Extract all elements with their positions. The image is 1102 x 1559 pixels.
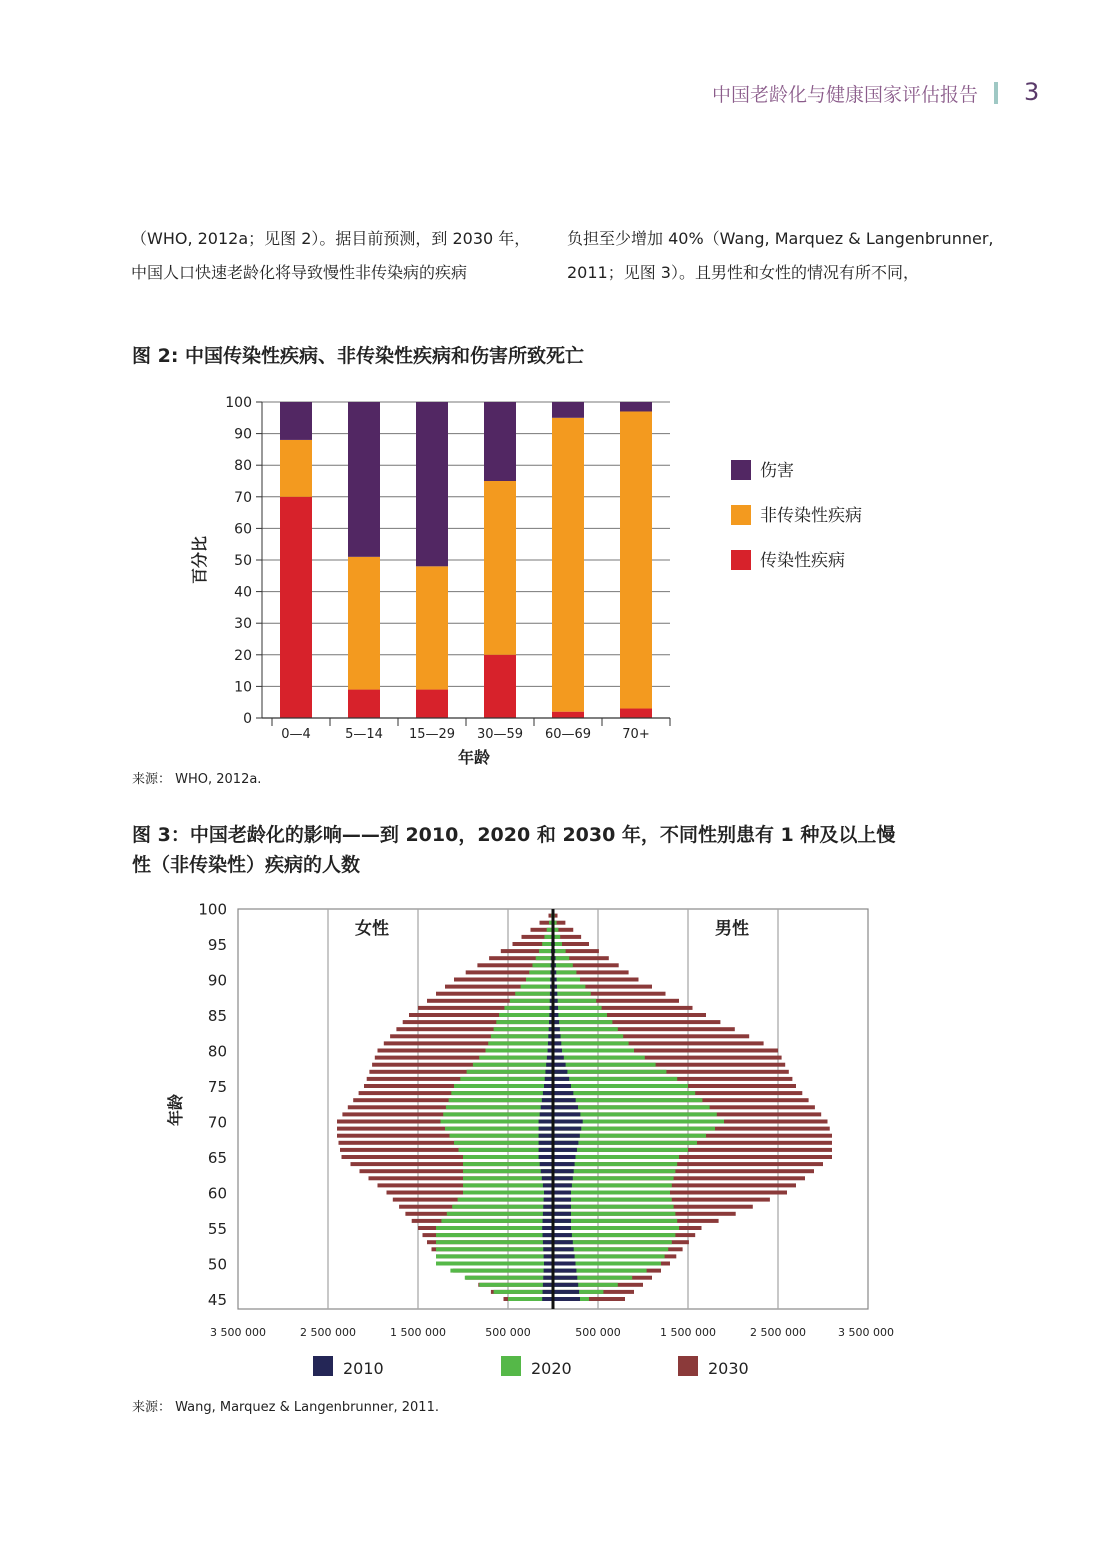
y-tick-label: 90 xyxy=(234,426,252,443)
x-tick-label: 2 500 000 xyxy=(750,1326,806,1339)
bar-female-2020 xyxy=(526,978,553,982)
bar-male-2010 xyxy=(553,1240,573,1244)
x-tick-label: 70+ xyxy=(622,727,650,742)
paragraph-right xyxy=(567,222,993,290)
bar-female-2010 xyxy=(542,1176,553,1180)
bar-female-2020 xyxy=(491,1034,553,1038)
bar-male-2020 xyxy=(553,1056,645,1060)
bar-female-2020 xyxy=(451,1091,553,1095)
bar-male-2010 xyxy=(553,1219,571,1223)
x-tick-label: 0—4 xyxy=(281,727,311,742)
figure-3-title-line-1: 图 3：中国老龄化的影响——到 2010，2020 和 2030 年，不同性别患有 1 种及以上慢 xyxy=(132,824,896,846)
y-tick-label: 40 xyxy=(234,584,252,601)
bar-male-2020 xyxy=(553,1077,677,1081)
bar-male-2010 xyxy=(553,1063,566,1067)
bar-female-2020 xyxy=(479,1283,553,1287)
x-tick-label: 500 000 xyxy=(575,1326,621,1339)
bar-female-2020 xyxy=(529,970,553,974)
bar-male-2010 xyxy=(553,1283,578,1287)
paragraph-left-line-2: 中国人口快速老龄化将导致慢性非传染病的疾病 xyxy=(131,263,468,282)
bar-female-2010 xyxy=(543,1219,553,1223)
bar-male-2020 xyxy=(553,1212,675,1216)
bar-female-2010 xyxy=(541,1105,553,1109)
bar-male-2020 xyxy=(553,1219,677,1223)
bar-female-2020 xyxy=(473,1063,553,1067)
legend-label: 非传染性疾病 xyxy=(760,506,862,526)
figure-3-title xyxy=(132,820,895,880)
bar-female-2020 xyxy=(436,1254,553,1258)
age-tick-label: 80 xyxy=(207,1042,227,1061)
bar-female-2020 xyxy=(463,1176,553,1180)
bar-male-2020 xyxy=(553,985,585,989)
y-tick-label: 10 xyxy=(234,679,252,696)
y-tick-label: 20 xyxy=(234,647,252,664)
bar-male-2010 xyxy=(553,1191,571,1195)
bar-female-2020 xyxy=(445,1127,553,1131)
bar-female-2020 xyxy=(436,1247,553,1251)
legend-label: 传染性疾病 xyxy=(760,551,845,571)
bar-male-2020 xyxy=(553,1070,666,1074)
bar-segment-70+ xyxy=(620,411,652,708)
bar-male-2010 xyxy=(553,1148,577,1152)
bar-female-2020 xyxy=(450,1134,554,1138)
bar-segment-70+ xyxy=(620,402,652,411)
y-tick-label: 50 xyxy=(234,553,252,569)
bar-male-2020 xyxy=(553,1020,612,1024)
bar-male-2010 xyxy=(553,1084,571,1088)
age-tick-label: 100 xyxy=(198,900,227,919)
bar-male-2010 xyxy=(553,1212,571,1216)
bar-male-2020 xyxy=(553,1091,695,1095)
bar-male-2020 xyxy=(553,1034,623,1038)
bar-segment-70+ xyxy=(620,709,652,718)
x-tick-label: 2 500 000 xyxy=(300,1326,356,1339)
bar-male-2020 xyxy=(553,1226,679,1230)
bar-female-2010 xyxy=(540,1162,553,1166)
bar-female-2020 xyxy=(486,1049,554,1053)
figure-3-chart xyxy=(0,895,1102,1390)
bar-male-2010 xyxy=(553,1077,569,1081)
bar-male-2020 xyxy=(553,978,580,982)
bar-segment-0—4 xyxy=(280,497,312,718)
bar-female-2020 xyxy=(499,1013,553,1017)
x-tick-label: 30—59 xyxy=(476,727,524,742)
bar-female-2020 xyxy=(521,985,553,989)
age-tick-label: 70 xyxy=(207,1113,227,1132)
legend-label: 2010 xyxy=(343,1359,384,1378)
bar-female-2010 xyxy=(539,1155,553,1159)
legend-swatch xyxy=(731,505,751,525)
bar-female-2020 xyxy=(465,1276,553,1280)
bar-female-2020 xyxy=(436,1262,553,1266)
figure-3-title-line-2: 性（非传染性）疾病的人数 xyxy=(132,854,361,876)
bar-female-2020 xyxy=(436,1226,553,1230)
bar-male-2010 xyxy=(553,1112,580,1116)
paragraph-right-line-2: 2011；见图 3）。且男性和女性的情况有所不同， xyxy=(567,263,919,282)
bar-female-2020 xyxy=(446,1105,553,1109)
legend-swatch xyxy=(731,460,751,480)
bar-female-2010 xyxy=(539,1134,553,1138)
bar-female-2020 xyxy=(463,1169,553,1173)
bar-male-2010 xyxy=(553,1141,578,1145)
bar-female-2010 xyxy=(543,1233,553,1237)
bar-male-2010 xyxy=(553,1155,576,1159)
page-number: 3 xyxy=(1024,78,1040,106)
bar-male-2010 xyxy=(553,1276,577,1280)
bar-male-2010 xyxy=(553,1198,571,1202)
bar-female-2020 xyxy=(441,1219,553,1223)
bar-male-2020 xyxy=(553,970,576,974)
bar-female-2010 xyxy=(539,1127,553,1131)
bar-female-2010 xyxy=(542,1297,553,1301)
bar-male-2020 xyxy=(553,1063,656,1067)
bar-female-2020 xyxy=(463,1183,553,1187)
bar-male-2020 xyxy=(553,963,573,967)
x-tick-label: 60—69 xyxy=(544,727,592,742)
y-axis-title: 百分比 xyxy=(190,535,209,585)
figure-2-title: 图 2: 中国传染性疾病、非传染性疾病和伤害所致死亡 xyxy=(132,345,585,367)
bar-male-2010 xyxy=(553,1070,567,1074)
age-tick-label: 85 xyxy=(207,1007,227,1025)
bar-male-2020 xyxy=(553,1084,688,1088)
bar-segment-0—4 xyxy=(280,402,312,440)
y-tick-label: 60 xyxy=(234,521,252,538)
age-tick-label: 95 xyxy=(207,936,227,954)
bar-segment-5—14 xyxy=(348,557,380,690)
age-tick-label: 90 xyxy=(207,971,227,990)
bar-male-2010 xyxy=(553,1127,581,1131)
y-tick-label: 70 xyxy=(234,489,252,506)
bar-male-2010 xyxy=(553,1176,573,1180)
bar-male-2020 xyxy=(553,1049,634,1053)
bar-female-2010 xyxy=(539,1120,553,1124)
x-tick-label: 500 000 xyxy=(485,1326,531,1339)
bar-female-2010 xyxy=(539,1148,553,1152)
header-divider xyxy=(994,82,998,104)
bar-female-2020 xyxy=(479,1056,553,1060)
x-tick-label: 1 500 000 xyxy=(660,1326,716,1339)
bar-female-2010 xyxy=(539,1141,553,1145)
legend-label: 2020 xyxy=(531,1359,572,1378)
paragraph-right-line-1: 负担至少增加 40%（Wang, Marquez & Langenbrunner, xyxy=(567,229,994,248)
bar-male-2010 xyxy=(553,1105,578,1109)
bar-male-2010 xyxy=(553,1098,576,1102)
bar-female-2020 xyxy=(463,1162,553,1166)
age-tick-label: 65 xyxy=(207,1149,227,1167)
bar-female-2020 xyxy=(450,1269,553,1273)
bar-female-2020 xyxy=(452,1205,553,1209)
y-tick-label: 30 xyxy=(234,616,252,633)
bar-female-2020 xyxy=(458,1198,553,1202)
age-tick-label: 60 xyxy=(207,1184,227,1203)
bar-male-2010 xyxy=(553,1056,564,1060)
paragraph-left xyxy=(131,222,530,290)
bar-female-2020 xyxy=(436,1233,553,1237)
bar-segment-15—29 xyxy=(416,566,448,689)
y-axis-title: 年龄 xyxy=(166,1093,185,1127)
bar-female-2020 xyxy=(443,1112,553,1116)
age-tick-label: 45 xyxy=(207,1291,227,1309)
legend-swatch xyxy=(678,1356,698,1376)
bar-male-2010 xyxy=(553,1226,571,1230)
bar-male-2010 xyxy=(553,1247,574,1251)
figure-2-source: 来源： WHO, 2012a. xyxy=(132,772,262,787)
bar-male-2010 xyxy=(553,1290,579,1294)
age-tick-label: 75 xyxy=(207,1078,227,1096)
bar-female-2010 xyxy=(543,1183,553,1187)
bar-female-2020 xyxy=(504,1006,553,1010)
age-tick-label: 55 xyxy=(207,1220,227,1238)
bar-segment-60—69 xyxy=(552,712,584,718)
legend-swatch xyxy=(501,1356,521,1376)
bar-male-2020 xyxy=(553,999,596,1003)
bar-female-2020 xyxy=(467,1070,553,1074)
bar-segment-15—29 xyxy=(416,690,448,718)
bar-female-2010 xyxy=(543,1283,553,1287)
bar-female-2010 xyxy=(541,1169,553,1173)
y-tick-label: 0 xyxy=(243,711,252,727)
bar-segment-0—4 xyxy=(280,440,312,497)
figure-2-chart xyxy=(0,380,1102,780)
bar-female-2020 xyxy=(539,949,553,953)
bar-segment-60—69 xyxy=(552,418,584,712)
bar-male-2010 xyxy=(553,1262,576,1266)
bar-male-2010 xyxy=(553,1254,575,1258)
bar-segment-30—59 xyxy=(484,481,516,655)
bar-male-2020 xyxy=(553,992,591,996)
bar-female-2020 xyxy=(460,1077,553,1081)
female-label: 女性 xyxy=(355,919,389,939)
bar-female-2010 xyxy=(540,1112,553,1116)
bar-segment-30—59 xyxy=(484,655,516,718)
bar-segment-5—14 xyxy=(348,402,380,557)
bar-male-2010 xyxy=(553,1091,573,1095)
legend-label: 伤害 xyxy=(760,461,794,481)
bar-female-2010 xyxy=(542,1226,553,1230)
x-axis-title: 年龄 xyxy=(457,748,491,767)
bar-female-2020 xyxy=(454,1084,553,1088)
bar-male-2010 xyxy=(553,1169,574,1173)
bar-female-2020 xyxy=(447,1212,553,1216)
bar-female-2020 xyxy=(515,992,553,996)
legend-swatch xyxy=(313,1356,333,1376)
report-title: 中国老龄化与健康国家评估报告 xyxy=(712,84,979,106)
x-tick-label: 15—29 xyxy=(408,727,456,742)
bar-male-2010 xyxy=(553,1134,580,1138)
bar-male-2020 xyxy=(553,1013,607,1017)
x-tick-label: 1 500 000 xyxy=(390,1326,446,1339)
bar-segment-30—59 xyxy=(484,402,516,481)
bar-male-2010 xyxy=(553,1120,583,1124)
bar-female-2020 xyxy=(532,963,553,967)
bar-female-2010 xyxy=(543,1212,553,1216)
bar-male-2010 xyxy=(553,1297,580,1301)
y-tick-label: 80 xyxy=(234,458,252,475)
bar-female-2020 xyxy=(441,1120,554,1124)
bar-segment-60—69 xyxy=(552,402,584,418)
bar-male-2020 xyxy=(553,1041,629,1045)
bar-male-2010 xyxy=(553,1205,571,1209)
bar-female-2020 xyxy=(536,956,553,960)
age-tick-label: 50 xyxy=(207,1255,227,1274)
bar-female-2010 xyxy=(542,1098,553,1102)
bar-female-2020 xyxy=(463,1191,553,1195)
figure-3-source: 来源： Wang, Marquez & Langenbrunner, 2011. xyxy=(132,1400,439,1415)
legend-label: 2030 xyxy=(708,1359,749,1378)
paragraph-left-line-1: （WHO, 2012a；见图 2）。据目前预测，到 2030 年， xyxy=(131,229,531,248)
y-tick-label: 100 xyxy=(225,395,252,411)
bar-female-2010 xyxy=(543,1290,553,1294)
bar-female-2020 xyxy=(454,1141,553,1145)
bar-female-2020 xyxy=(449,1098,553,1102)
x-tick-label: 3 500 000 xyxy=(210,1326,266,1339)
x-tick-label: 3 500 000 xyxy=(838,1326,894,1339)
bar-female-2010 xyxy=(543,1240,553,1244)
bar-female-2010 xyxy=(543,1091,553,1095)
bar-segment-15—29 xyxy=(416,402,448,566)
bar-male-2010 xyxy=(553,1183,572,1187)
x-tick-label: 5—14 xyxy=(345,727,383,742)
bar-female-2020 xyxy=(496,1020,553,1024)
legend-swatch xyxy=(731,550,751,570)
bar-male-2020 xyxy=(553,1027,618,1031)
bar-female-2020 xyxy=(510,999,553,1003)
bar-male-2020 xyxy=(553,1006,602,1010)
bar-male-2010 xyxy=(553,1269,576,1273)
bar-female-2020 xyxy=(488,1041,553,1045)
bar-female-2020 xyxy=(494,1027,553,1031)
bar-male-2010 xyxy=(553,1233,572,1237)
bar-segment-5—14 xyxy=(348,690,380,718)
male-label: 男性 xyxy=(715,919,749,939)
bar-female-2020 xyxy=(436,1240,553,1244)
bar-male-2020 xyxy=(553,1205,674,1209)
bar-male-2010 xyxy=(553,1162,575,1166)
